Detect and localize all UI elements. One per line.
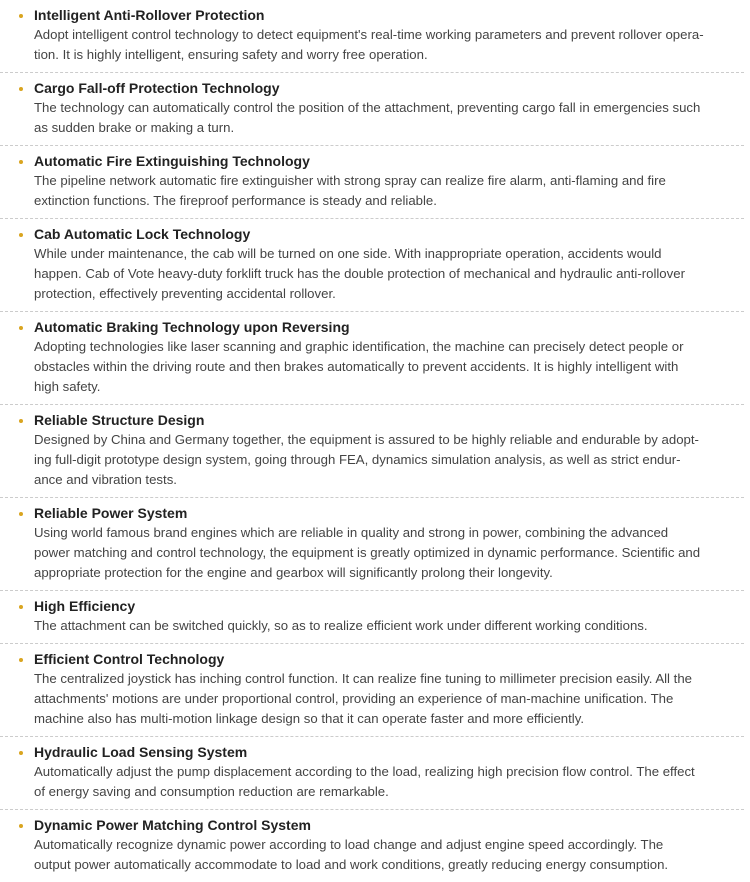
feature-description-line: obstacles within the driving route and then brakes automatically to prevent accidents. It is highly intelligent with (34, 359, 679, 374)
feature-item (0, 644, 744, 737)
feature-title: Hydraulic Load Sensing System (34, 744, 248, 760)
feature-description-line: appropriate protection for the engine and gearbox will significantly prolong their longevity. (34, 565, 553, 580)
feature-description-line: Automatically adjust the pump displacement according to the load, realizing high precision flow control. The effect (34, 764, 695, 779)
feature-description-line: Automatically recognize dynamic power according to load change and adjust engine speed accordingly. The (34, 837, 664, 852)
feature-description-line: The centralized joystick has inching control function. It can realize fine tuning to millimeter precision easily. All the (34, 671, 692, 686)
bullet-icon (19, 87, 23, 91)
feature-description-line: power matching and control technology, the equipment is greatly optimized in dynamic performance. Scientific and (34, 545, 701, 560)
bullet-icon (19, 419, 23, 423)
feature-description-line: protection, effectively preventing accidental rollover. (34, 286, 336, 301)
bullet-icon (19, 512, 23, 516)
feature-item (0, 591, 744, 644)
feature-item (0, 73, 744, 146)
bullet-icon (19, 233, 23, 237)
feature-title: Efficient Control Technology (34, 651, 225, 667)
bullet-icon (19, 751, 23, 755)
feature-description-line: of energy saving and consumption reduction are remarkable. (34, 784, 389, 799)
feature-description-line: attachments' motions are under proportional control, providing an experience of man-machine unification. The (34, 691, 674, 706)
feature-item (0, 810, 744, 882)
feature-description-line: The technology can automatically control the position of the attachment, preventing cargo fall in emergencies such (34, 100, 701, 115)
feature-description-line: output power automatically accommodate to load and work conditions, greatly reducing energy consumption. (34, 857, 669, 872)
feature-item (0, 405, 744, 498)
bullet-icon (19, 160, 23, 164)
feature-title: Cargo Fall-off Protection Technology (34, 80, 280, 96)
feature-title: Intelligent Anti-Rollover Protection (34, 7, 265, 23)
feature-description-line: Using world famous brand engines which are reliable in quality and strong in power, combining the advanced (34, 525, 669, 540)
feature-title: Dynamic Power Matching Control System (34, 817, 311, 833)
feature-description-line: The pipeline network automatic fire extinguisher with strong spray can realize fire alarm, anti-flaming and fire (34, 173, 666, 188)
feature-description-line: high safety. (34, 379, 101, 394)
feature-item (0, 0, 744, 73)
feature-description-line: Designed by China and Germany together, the equipment is assured to be highly reliable and endurable by adopt- (34, 432, 699, 447)
feature-title: Cab Automatic Lock Technology (34, 226, 251, 242)
feature-title: High Efficiency (34, 598, 136, 614)
feature-title: Automatic Fire Extinguishing Technology (34, 153, 310, 169)
feature-item (0, 146, 744, 219)
feature-item (0, 498, 744, 591)
feature-description-line: as sudden brake or making a turn. (34, 120, 235, 135)
feature-description-line: happen. Cab of Vote heavy-duty forklift truck has the double protection of mechanical and hydraulic anti-rollover (34, 266, 685, 281)
feature-description-line: extinction functions. The fireproof performance is steady and reliable. (34, 193, 437, 208)
feature-description-line: The attachment can be switched quickly, so as to realize efficient work under different working conditions. (34, 618, 648, 633)
bullet-icon (19, 824, 23, 828)
feature-item (0, 737, 744, 810)
feature-item (0, 312, 744, 405)
feature-description-line: Adopting technologies like laser scanning and graphic identification, the machine can precisely detect people or (34, 339, 684, 354)
feature-description-line: While under maintenance, the cab will be turned on one side. With inappropriate operation, accidents would (34, 246, 662, 261)
bullet-icon (19, 605, 23, 609)
bullet-icon (19, 14, 23, 18)
bullet-icon (19, 326, 23, 330)
feature-title: Automatic Braking Technology upon Reversing (34, 319, 350, 335)
feature-description-line: Adopt intelligent control technology to detect equipment's real-time working parameters and prevent rollover opera- (34, 27, 704, 42)
feature-title: Reliable Power System (34, 505, 188, 521)
feature-description-line: ance and vibration tests. (34, 472, 177, 487)
feature-title: Reliable Structure Design (34, 412, 205, 428)
feature-description-line: ing full-digit prototype design system, going through FEA, dynamics simulation analysis, as well as strict endur- (34, 452, 681, 467)
feature-item (0, 219, 744, 312)
feature-description-line: machine also has multi-motion linkage design so that it can operate faster and more efficiently. (34, 711, 585, 726)
bullet-icon (19, 658, 23, 662)
feature-description-line: tion. It is highly intelligent, ensuring safety and worry free operation. (34, 47, 428, 62)
